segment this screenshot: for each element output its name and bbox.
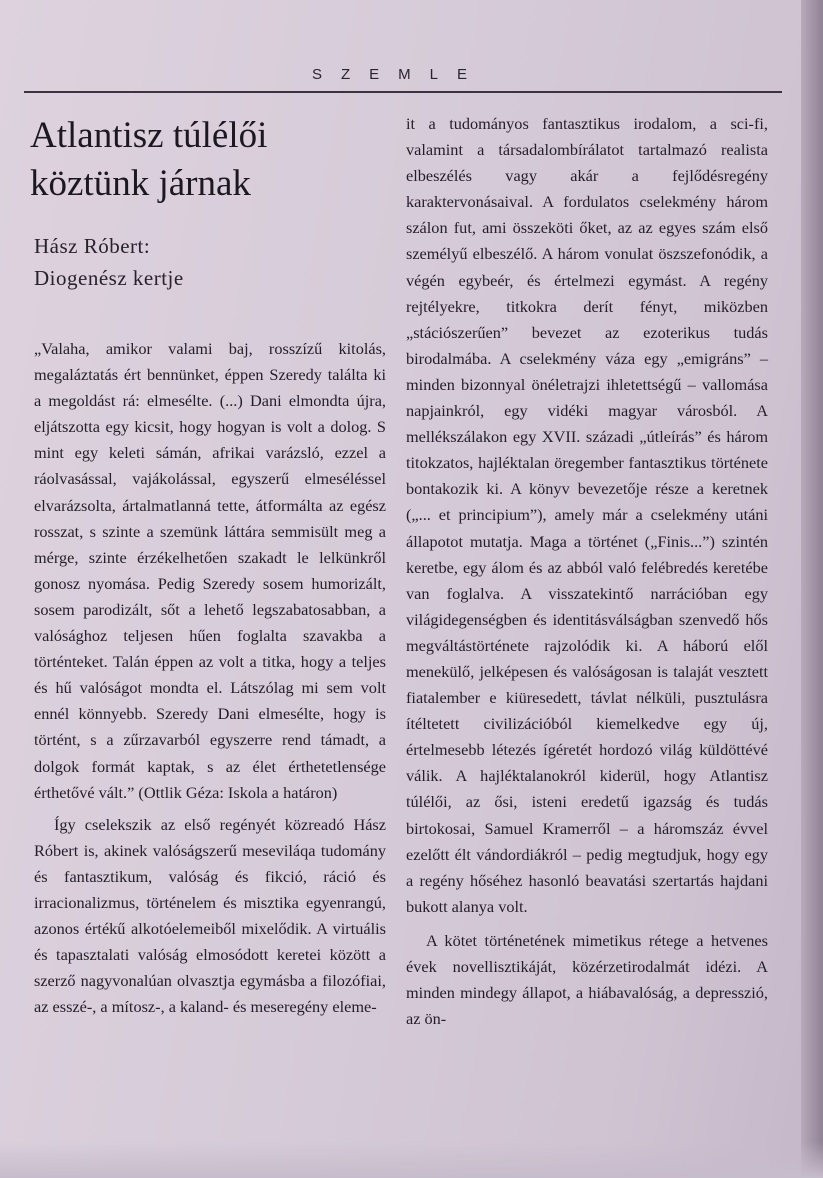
right-column xyxy=(406,111,768,1032)
byline xyxy=(34,230,364,294)
page-edge-shadow xyxy=(801,0,823,1178)
body-paragraph: Így cselekszik az első regényét közreadó Hász Róbert is, akinek valóságszerű meseviláqa tudomány és fantasztikum, valóság és fikció, ráció és irracionalizmus, történelem és misztika egyenrangú, azonos értékű alkotóelemeiből mixelődik. A virtuális és tapasztalati valóság elmosódott keretei között a szerző nagyvonalúan olvasztja egymásba a filozófiai, az esszé-, a mítosz-, a kaland- és meseregény eleme- xyxy=(34,814,386,1017)
header-rule xyxy=(24,91,782,93)
section-label: SZEMLE xyxy=(312,66,487,83)
article-title: Atlantisz túlélői köztünk járnak xyxy=(30,115,268,204)
left-column xyxy=(34,336,386,1020)
page-bottom-shadow xyxy=(0,1142,823,1178)
body-paragraph: it a tudományos fantasztikus irodalom, a sci-fi, valamint a társadalombírálatot tartalmazó realista elbeszélés vagy akár a fejlődésregény karaktervonásaival. A fordulatos cselekmény három szálon fut, ami összeköti őket, az az egyes szám első személyű elbeszélő. A három vonulat öszszefonódik, a végén egybeér, és értelmezi egymást. A regény rejtélyekre, titkokra derít fényt, miközben „stációszerűen” bevezet az ezoterikus tudás birodalmába. A cselekmény váza egy „emigráns” – minden bizonnyal önéletrajzi ihletettségű – vallomása napjainkról, egy vidéki magyar városból. A mellékszálakon egy XVII. századi „útleírás” és három titokzatos, hajléktalan öregember fantasztikus története bontakozik ki. A könyv bevezetője része a keretnek („... et principium”), amely már a cselekmény utáni állapotot mutatja. Maga a történet („Finis...”) szintén keretbe, egy álom és az abból való felébredés keretébe van foglalva. A visszatekintő narrációban egy világidegenségben és identitásválságban szenvedő hős megváltástörténete rajzolódik ki. A háború elől menekülő, jelképesen és valóságosan is talaját vesztett fiatalember e kiüresedett, távlat nélküli, pusztulásra ítéltetett civilizációból kiemelkedve egy új, értelmesebb létezés ígéretét hordozó világ küldöttévé válik. A hajléktalanokról kiderül, hogy Atlantisz túlélői, az ősi, isteni eredetű igazság és tudás birtokosai, Samuel Kramerről – a háromszáz évvel ezelőtt élt vándordiákról – pedig megtudjuk, hogy egy a regény hőséhez hasonló beavatási szertartás hajdani bukott alanya volt. xyxy=(406,114,768,916)
author-name: Hász Róbert: xyxy=(34,234,151,258)
opening-quote: „Valaha, amikor valami baj, rosszízű kitolás, megaláztatás ért bennünket, éppen Szeredy találta ki a megoldást rá: elmesélte. (...) Dani elmondta újra, eljátszotta egy kicsit, hogy hogyan is volt a dolog. S mint egy keleti sámán, afrikai varázsló, ezzel a ráolvasással, vajákolással, egyszerű elmeséléssel elvarázsolta, ártalmatlanná tette, átformálta az egész rosszat, s szinte a szemünk láttára semmisült meg a mérge, szinte érzékelhetően szakadt le lelkünkről gonosz nyomása. Pedig Szeredy sosem humorizált, sosem parodizált, sőt a lehető legszabatosabban, a valósághoz teljesen hűen foglalta szavakba a történteket. Talán éppen az volt a titka, hogy a teljes és hű valóságot mondta el. Látszólag mi sem volt ennél könnyebb. Szeredy Dani elmesélte, hogy is történt, s a zűrzavarból egyszerre rend támadt, a dolgok formát kaptak, s az élet érthetetlensége érthetővé vált.” (Ottlik Géza: Iskola a határon) xyxy=(34,339,386,802)
body-paragraph: A kötet történetének mimetikus rétege a hetvenes évek novellisztikáját, közérzetirodalmát idézi. A minden mindegy állapot, a hiábavalóság, a depresszió, az ön- xyxy=(406,930,768,1029)
book-title: Diogenész kertje xyxy=(34,266,184,290)
